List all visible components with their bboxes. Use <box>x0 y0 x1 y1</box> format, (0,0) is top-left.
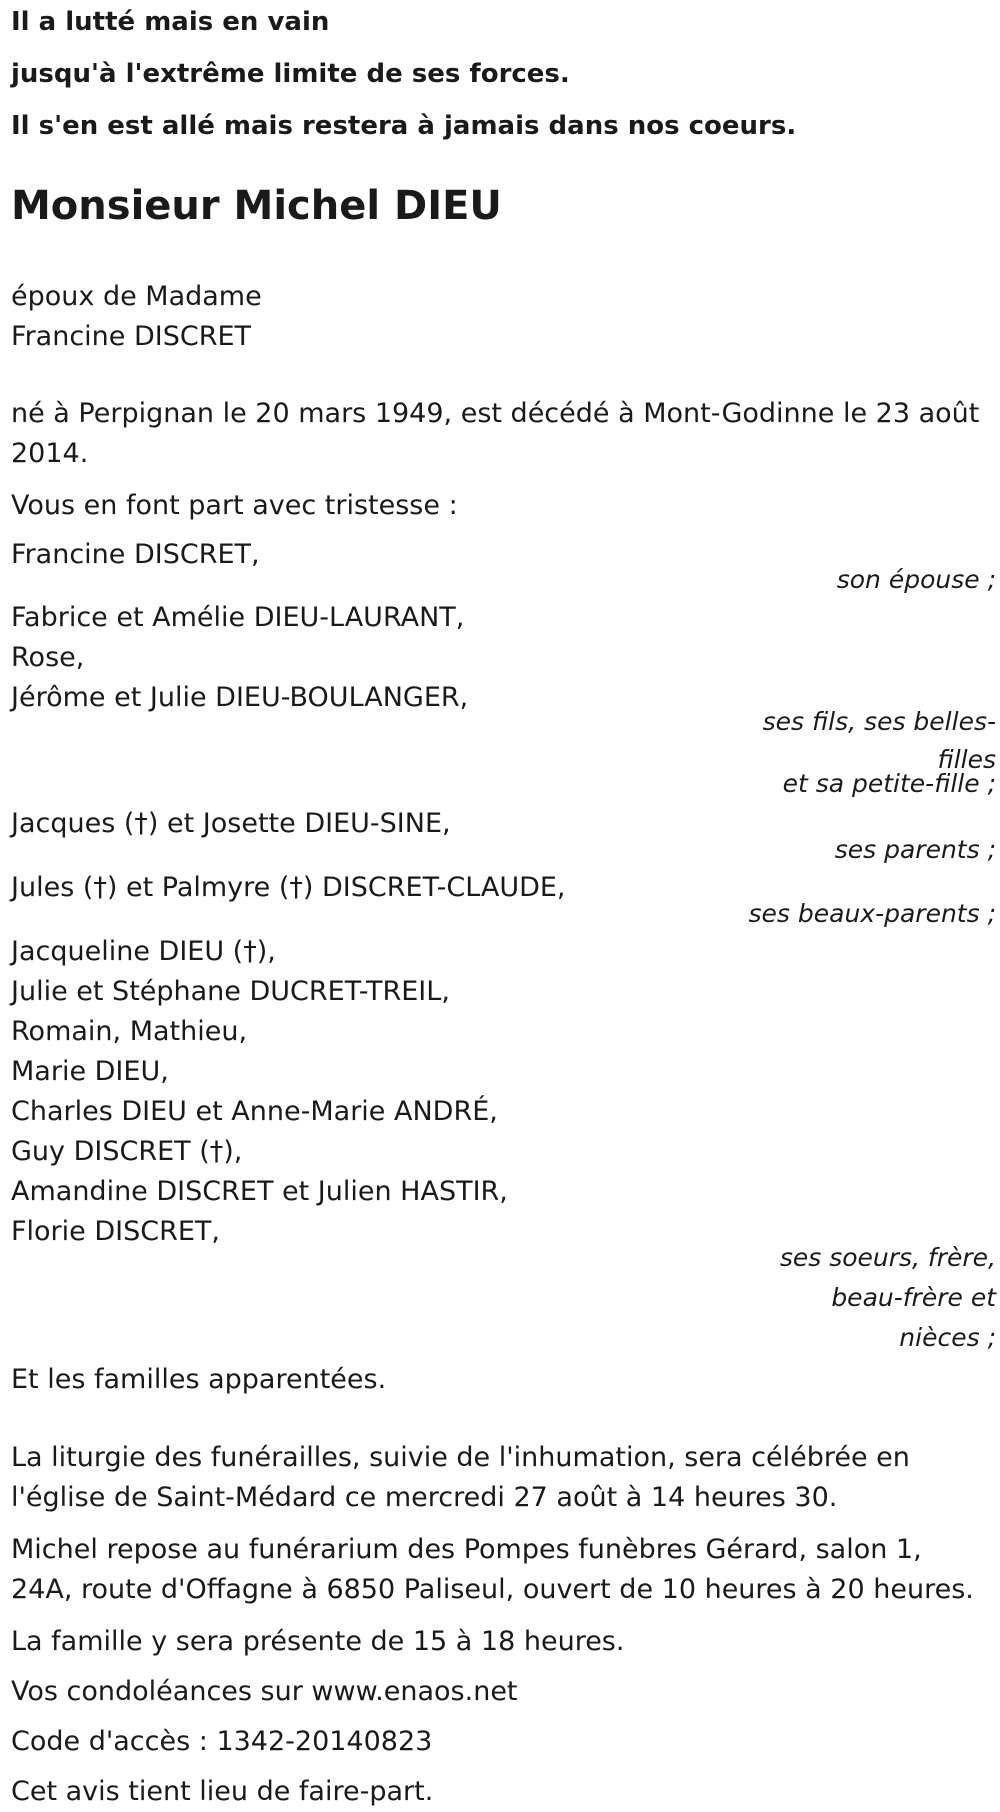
relation-siblings-2: beau-frère et <box>831 1283 996 1312</box>
closing-family-text: Et les familles apparentées. <box>11 1364 387 1395</box>
faire-part-text: Cet avis tient lieu de faire-part. <box>11 1776 434 1807</box>
epitaph-line-1: Il a lutté mais en vain <box>11 7 330 37</box>
family-name-2-3: Jérôme et Julie DIEU-BOULANGER, <box>11 682 469 713</box>
family-name-5-4: Marie DIEU, <box>11 1056 169 1087</box>
relation-spouse: son épouse ; <box>836 565 996 594</box>
relation-parents: ses parents ; <box>834 835 996 864</box>
spouse-line-2: Francine DISCRET <box>11 321 252 352</box>
birth-death-text: né à Perpignan le 20 mars 1949, est décédé à Mont-Godinne le 23 août 2014. <box>11 398 980 469</box>
relation-parents-in-law: ses beaux-parents ; <box>748 899 996 928</box>
presence-text: La famille y sera présente de 15 à 18 heures. <box>11 1626 625 1657</box>
epitaph-line-3: Il s'en est allé mais restera à jamais dans nos coeurs. <box>11 111 797 141</box>
relation-children-2: filles <box>937 745 996 774</box>
family-name-5-3: Romain, Mathieu, <box>11 1016 248 1047</box>
epitaph-line-2: jusqu'à l'extrême limite de ses forces. <box>11 59 570 89</box>
spouse-line-1: époux de Madame <box>11 281 262 312</box>
family-name-4-1: Jules (†) et Palmyre (†) DISCRET-CLAUDE, <box>11 872 566 903</box>
condolences-text: Vos condoléances sur www.enaos.net <box>11 1676 518 1707</box>
relation-children-1: ses fils, ses belles- <box>762 707 996 736</box>
family-name-5-2: Julie et Stéphane DUCRET-TREIL, <box>11 976 450 1007</box>
family-name-1-1: Francine DISCRET, <box>11 539 260 570</box>
family-name-2-1: Fabrice et Amélie DIEU-LAURANT, <box>11 602 465 633</box>
family-name-5-8: Florie DISCRET, <box>11 1216 220 1247</box>
family-name-3-1: Jacques (†) et Josette DIEU-SINE, <box>11 808 451 839</box>
family-name-5-5: Charles DIEU et Anne-Marie ANDRÉ, <box>11 1096 498 1127</box>
family-name-5-7: Amandine DISCRET et Julien HASTIR, <box>11 1176 508 1207</box>
repose-text: Michel repose au funérarium des Pompes funèbres Gérard, salon 1, 24A, route d'Offagne à 6850 Paliseul, ouvert de 10 heures à 20 heures. <box>11 1534 974 1605</box>
family-name-5-6: Guy DISCRET (†), <box>11 1136 243 1167</box>
family-name-2-2: Rose, <box>11 642 85 673</box>
announcement-text: Vous en font part avec tristesse : <box>11 490 458 521</box>
relation-children-3: et sa petite-fille ; <box>782 769 996 798</box>
funeral-text: La liturgie des funérailles, suivie de l'inhumation, sera célébrée en l'église de Saint-Médard ce mercredi 27 août à 14 heures 30. <box>11 1442 910 1513</box>
relation-siblings-1: ses soeurs, frère, <box>779 1243 996 1272</box>
access-code-text: Code d'accès : 1342-20140823 <box>11 1726 433 1757</box>
family-name-5-1: Jacqueline DIEU (†), <box>11 936 276 967</box>
relation-siblings-3: nièces ; <box>899 1323 996 1352</box>
deceased-name: Monsieur Michel DIEU <box>11 183 502 229</box>
